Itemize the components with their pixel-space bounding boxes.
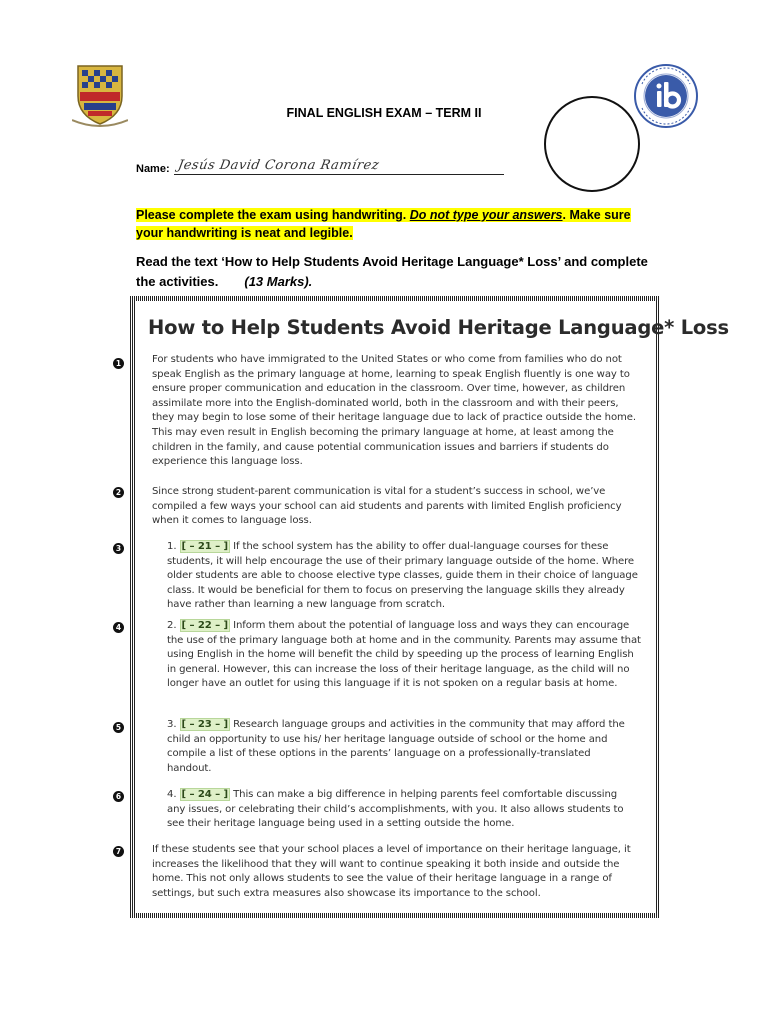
gap-23[interactable]: [ – 23 – ]: [181, 719, 228, 730]
list-number: 2.: [167, 620, 177, 631]
article-paragraph-4: [167, 619, 645, 692]
list-number: 3.: [167, 719, 177, 730]
gap-21[interactable]: [ – 21 – ]: [181, 541, 228, 552]
article-paragraph-6: [167, 788, 637, 832]
gap-24[interactable]: [ – 24 – ]: [181, 789, 228, 800]
article-paragraph-5: [167, 718, 629, 776]
name-label: Name:: [136, 163, 170, 175]
paragraph-text: If the school system has the ability to offer dual-language courses for these students, it will help encourage the use of their primary language outside of the home. Where older students are able to choose elective type classes, guide them in their choice of language class. It would be beneficial for them to focus on preserving the language skills they already have rather than learning a new language from scratch.: [167, 541, 638, 611]
article-paragraph-1: For students who have immigrated to the United States or who come from families who do not speak English as the primary language at home, learning to speak English fluently is one way to ensure proper communication and education in the classroom. Over time, however, as children assimilate more into the English-dominated world, both in the classroom and with their peers, they may begin to lose some of their heritage language due to lack of practice outside the home. This may even result in English becoming the primary language at home, at least among the children in the family, and cause potential communication issues and barriers if students do experience this language loss.: [152, 354, 636, 468]
paragraph-marker-5: 5: [113, 722, 124, 733]
article-paragraph-2: Since strong student-parent communication is vital for a student’s success in school, we’ve compiled a few ways your school can aid students and parents with limited English proficiency when it comes to language loss.: [152, 486, 622, 527]
paragraph-marker-2: 2: [113, 487, 124, 498]
gap-22[interactable]: [ – 22 – ]: [181, 620, 228, 631]
list-number: 4.: [167, 789, 177, 800]
instructions-part3: . Make sure your handwriting is neat and legible.: [136, 208, 631, 240]
reading-task: [136, 252, 656, 292]
article-paragraph-7: If these students see that your school places a level of importance on their heritage language, it increases the likelihood that they will want to continue speaking it both inside and outside the home. This not only allows students to see the value of their heritage language in a range of settings, but such extra measures also showcase its importance to the school.: [152, 844, 631, 899]
article-paragraph-3: [167, 540, 639, 613]
name-handwriting: Jesús David Corona Ramírez: [176, 158, 380, 173]
name-row: [136, 156, 504, 175]
paragraph-marker-3: 3: [113, 543, 124, 554]
paragraph-marker-7: 7: [113, 846, 124, 857]
paragraph-marker-6: 6: [113, 791, 124, 802]
article-title: How to Help Students Avoid Heritage Language* Loss: [148, 316, 729, 339]
reading-task-marks: (13 Marks).: [244, 274, 313, 289]
exam-title: FINAL ENGLISH EXAM – TERM II: [286, 106, 482, 120]
paragraph-marker-4: 4: [113, 622, 124, 633]
name-field[interactable]: [174, 156, 504, 175]
reading-task-text: Read the text ‘How to Help Students Avoid Heritage Language* Loss’ and complete the activities.: [136, 254, 648, 289]
exam-instructions: [136, 206, 656, 242]
paragraph-marker-1: 1: [113, 358, 124, 369]
instructions-emphasis: Do not type your answers: [409, 208, 563, 222]
paragraph-text: This can make a big difference in helping parents feel comfortable discussing any issues, or celebrating their child’s accomplishments, with you. It also allows students to see their heritage language being used in a setting outside the home.: [167, 789, 624, 830]
instructions-part1: Please complete the exam using handwriting.: [136, 208, 407, 222]
instructions-highlight: [136, 208, 631, 240]
paragraph-text: Research language groups and activities in the community that may afford the child an opportunity to use his/ her heritage language outside of school or the home and compile a list of these options in the parents’ language on a professionally-translated handout.: [167, 719, 625, 774]
paragraph-text: Inform them about the potential of language loss and ways they can encourage the use of the primary language both at home and in the community. Parents may assume that using English in the home will benefit the child by speeding up the process of learning English in general. However, this can increase the loss of their heritage language, as the child will no longer have an outlet for using this language if it is not spoken on a regular basis at home.: [167, 620, 641, 690]
list-number: 1.: [167, 541, 177, 552]
